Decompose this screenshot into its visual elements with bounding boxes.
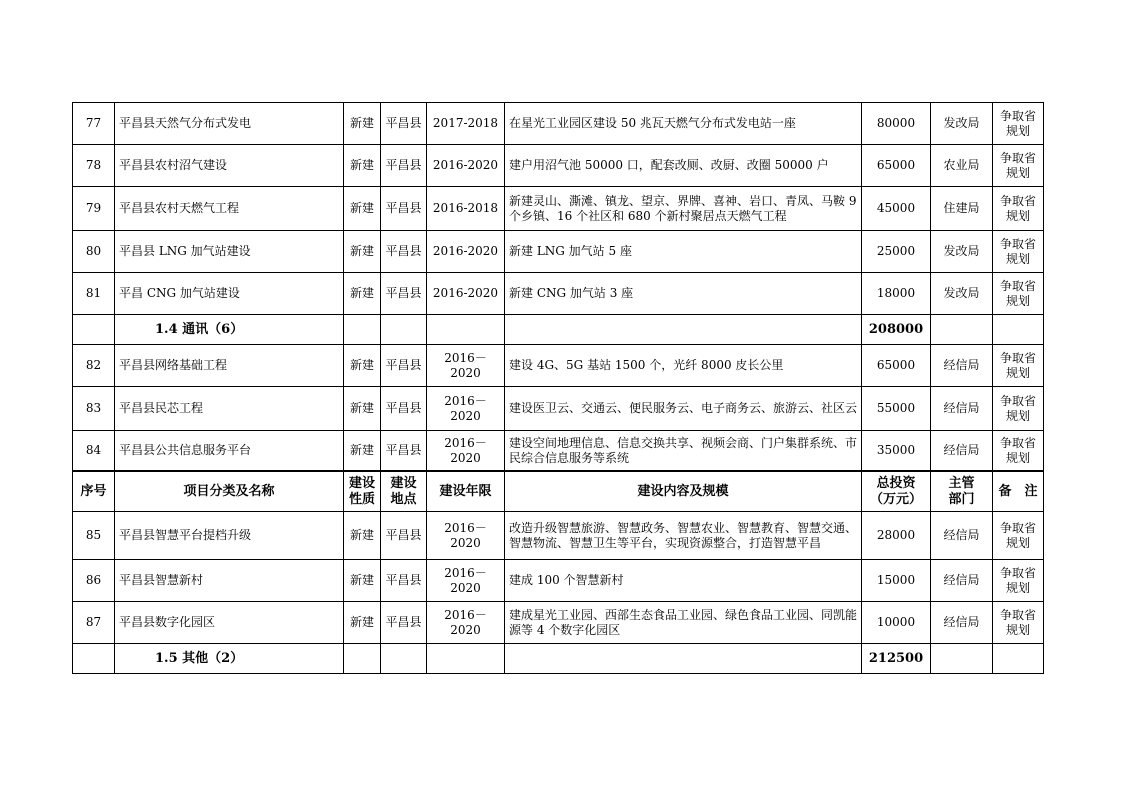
row-investment: 45000 [862, 187, 931, 231]
row-content: 建成 100 个智慧新村 [505, 560, 862, 602]
row-remark: 争取省规划 [993, 145, 1044, 187]
row-remark: 争取省规划 [993, 345, 1044, 387]
row-investment: 28000 [862, 512, 931, 560]
row-content: 在星光工业园区建设 50 兆瓦天燃气分布式发电站一座 [505, 103, 862, 145]
table-row [73, 602, 1044, 644]
row-remark: 争取省规划 [993, 273, 1044, 315]
row-name: 平昌县智慧新村 [115, 560, 344, 602]
row-investment: 15000 [862, 560, 931, 602]
row-nature: 新建 [344, 345, 381, 387]
row-location: 平昌县 [381, 512, 427, 560]
row-dept: 经信局 [931, 431, 993, 472]
smart-rows [73, 512, 1044, 644]
row-no: 80 [73, 231, 115, 273]
row-dept: 经信局 [931, 560, 993, 602]
section-total-1-5: 212500 [862, 644, 931, 674]
row-dept: 经信局 [931, 345, 993, 387]
row-years: 2016－2020 [427, 387, 505, 431]
row-no: 82 [73, 345, 115, 387]
row-location: 平昌县 [381, 231, 427, 273]
row-years: 2016－2020 [427, 431, 505, 472]
row-content: 建户用沼气池 50000 口，配套改厕、改厨、改圈 50000 户 [505, 145, 862, 187]
section-row-1-5 [73, 644, 1044, 674]
section-cell-no [73, 315, 115, 345]
row-nature: 新建 [344, 431, 381, 472]
row-location: 平昌县 [381, 431, 427, 472]
row-remark: 争取省规划 [993, 512, 1044, 560]
row-investment: 65000 [862, 145, 931, 187]
row-nature: 新建 [344, 103, 381, 145]
row-name: 平昌县网络基础工程 [115, 345, 344, 387]
header-block [73, 471, 1044, 512]
row-investment: 80000 [862, 103, 931, 145]
section-title-1-5: 1.5 其他（2） [115, 644, 344, 674]
row-location: 平昌县 [381, 387, 427, 431]
row-no: 84 [73, 431, 115, 472]
row-investment: 25000 [862, 231, 931, 273]
row-nature: 新建 [344, 602, 381, 644]
row-years: 2016-2020 [427, 145, 505, 187]
energy-rows [73, 103, 1044, 315]
row-name: 平昌县数字化园区 [115, 602, 344, 644]
table-row [73, 187, 1044, 231]
row-remark: 争取省规划 [993, 431, 1044, 472]
telecom-rows [73, 345, 1044, 472]
row-years: 2016-2020 [427, 231, 505, 273]
row-name: 平昌县 LNG 加气站建设 [115, 231, 344, 273]
row-no: 86 [73, 560, 115, 602]
row-investment: 10000 [862, 602, 931, 644]
row-location: 平昌县 [381, 273, 427, 315]
header-years: 建设年限 [427, 471, 505, 512]
header-content: 建设内容及规模 [505, 471, 862, 512]
row-location: 平昌县 [381, 103, 427, 145]
header-remark: 备 注 [993, 471, 1044, 512]
row-content: 新建灵山、澌滩、镇龙、望京、界牌、喜神、岩口、青凤、马鞍 9 个乡镇、16 个社区和 680 个新村聚居点天燃气工程 [505, 187, 862, 231]
row-content: 建设空间地理信息、信息交换共享、视频会商、门户集群系统、市民综合信息服务等系统 [505, 431, 862, 472]
row-years: 2016－2020 [427, 602, 505, 644]
row-name: 平昌县天然气分布式发电 [115, 103, 344, 145]
row-remark: 争取省规划 [993, 103, 1044, 145]
row-years: 2016－2020 [427, 345, 505, 387]
row-dept: 发改局 [931, 231, 993, 273]
row-no: 81 [73, 273, 115, 315]
header-nature: 建设 性质 [344, 471, 381, 512]
row-name: 平昌县农村沼气建设 [115, 145, 344, 187]
row-years: 2016-2020 [427, 273, 505, 315]
row-years: 2017-2018 [427, 103, 505, 145]
row-years: 2016－2020 [427, 560, 505, 602]
row-name: 平昌 CNG 加气站建设 [115, 273, 344, 315]
header-investment: 总投资 （万元） [862, 471, 931, 512]
row-nature: 新建 [344, 512, 381, 560]
table-row [73, 345, 1044, 387]
row-no: 85 [73, 512, 115, 560]
row-location: 平昌县 [381, 602, 427, 644]
row-remark: 争取省规划 [993, 231, 1044, 273]
header-location: 建设 地点 [381, 471, 427, 512]
row-nature: 新建 [344, 387, 381, 431]
row-investment: 55000 [862, 387, 931, 431]
section-title-1-4: 1.4 通讯（6） [115, 315, 344, 345]
row-dept: 发改局 [931, 103, 993, 145]
section-1-4 [73, 315, 1044, 345]
section-row-1-4 [73, 315, 1044, 345]
row-investment: 65000 [862, 345, 931, 387]
row-dept: 经信局 [931, 387, 993, 431]
row-nature: 新建 [344, 273, 381, 315]
row-content: 建成星光工业园、西部生态食品工业园、绿色食品工业园、同凯能源等 4 个数字化园区 [505, 602, 862, 644]
row-remark: 争取省规划 [993, 602, 1044, 644]
header-name: 项目分类及名称 [115, 471, 344, 512]
header-no: 序号 [73, 471, 115, 512]
row-content: 建设 4G、5G 基站 1500 个，光纤 8000 皮长公里 [505, 345, 862, 387]
row-dept: 农业局 [931, 145, 993, 187]
table-row [73, 560, 1044, 602]
table-row [73, 145, 1044, 187]
section-total-1-4: 208000 [862, 315, 931, 345]
row-name: 平昌县智慧平台提档升级 [115, 512, 344, 560]
row-location: 平昌县 [381, 145, 427, 187]
row-nature: 新建 [344, 231, 381, 273]
column-header-row [73, 471, 1044, 512]
row-content: 新建 CNG 加气站 3 座 [505, 273, 862, 315]
row-content: 建设医卫云、交通云、便民服务云、电子商务云、旅游云、社区云 [505, 387, 862, 431]
row-remark: 争取省规划 [993, 560, 1044, 602]
row-content: 改造升级智慧旅游、智慧政务、智慧农业、智慧教育、智慧交通、智慧物流、智慧卫生等平台，实现资源整合，打造智慧平昌 [505, 512, 862, 560]
table-row [73, 103, 1044, 145]
table-row [73, 273, 1044, 315]
row-no: 77 [73, 103, 115, 145]
section-1-5 [73, 644, 1044, 674]
row-investment: 35000 [862, 431, 931, 472]
row-location: 平昌县 [381, 187, 427, 231]
row-no: 87 [73, 602, 115, 644]
row-dept: 住建局 [931, 187, 993, 231]
row-location: 平昌县 [381, 345, 427, 387]
row-no: 78 [73, 145, 115, 187]
header-dept: 主管 部门 [931, 471, 993, 512]
row-nature: 新建 [344, 560, 381, 602]
row-remark: 争取省规划 [993, 187, 1044, 231]
table-row [73, 512, 1044, 560]
row-remark: 争取省规划 [993, 387, 1044, 431]
row-content: 新建 LNG 加气站 5 座 [505, 231, 862, 273]
row-name: 平昌县公共信息服务平台 [115, 431, 344, 472]
row-dept: 发改局 [931, 273, 993, 315]
row-no: 83 [73, 387, 115, 431]
row-years: 2016-2018 [427, 187, 505, 231]
row-location: 平昌县 [381, 560, 427, 602]
row-dept: 经信局 [931, 602, 993, 644]
row-name: 平昌县农村天燃气工程 [115, 187, 344, 231]
table-row [73, 231, 1044, 273]
row-investment: 18000 [862, 273, 931, 315]
row-dept: 经信局 [931, 512, 993, 560]
row-nature: 新建 [344, 187, 381, 231]
project-table [72, 102, 1044, 674]
row-nature: 新建 [344, 145, 381, 187]
table-row [73, 431, 1044, 472]
row-years: 2016－2020 [427, 512, 505, 560]
row-name: 平昌县民芯工程 [115, 387, 344, 431]
row-no: 79 [73, 187, 115, 231]
table-row [73, 387, 1044, 431]
